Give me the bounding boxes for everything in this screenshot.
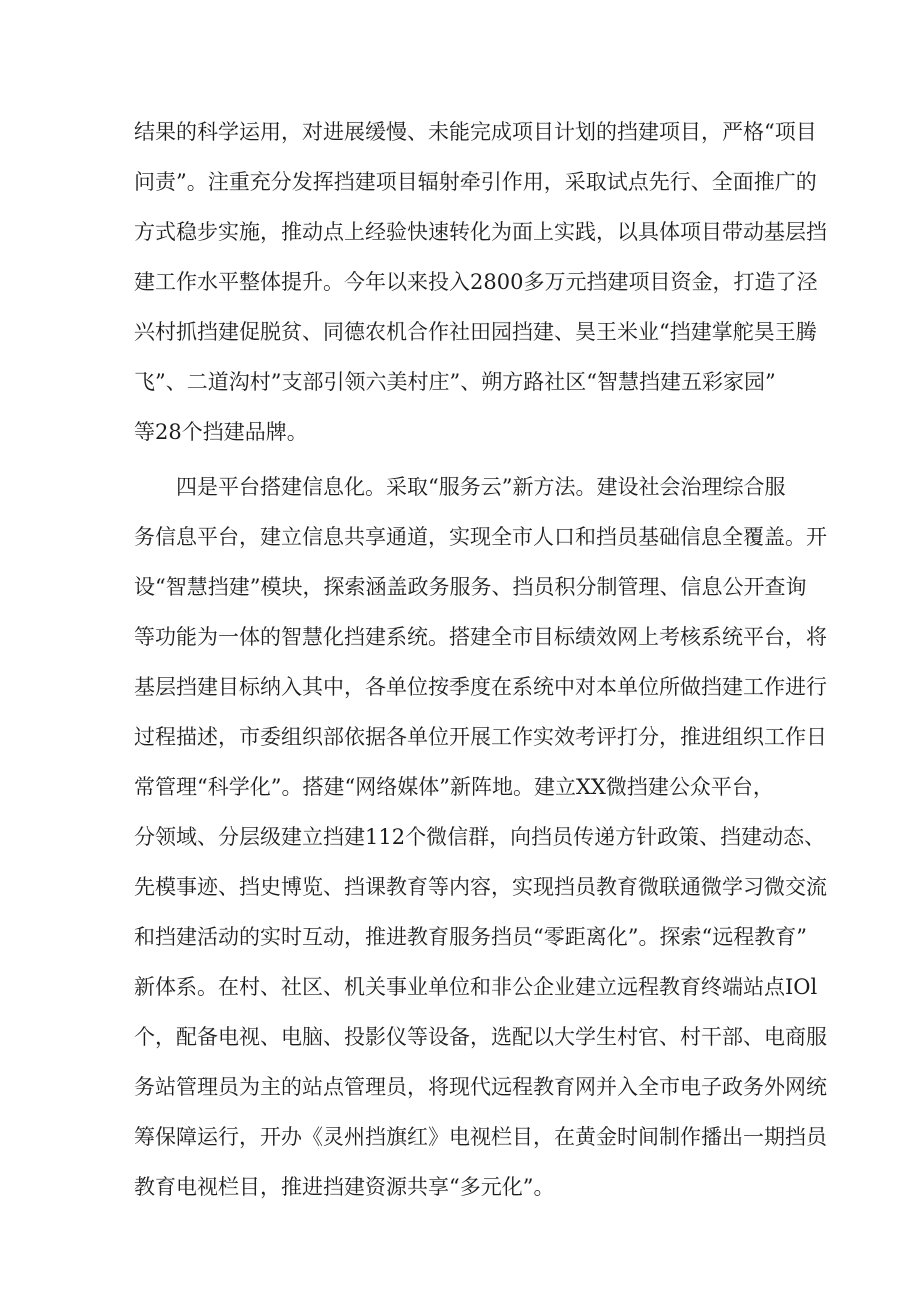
paragraph-line: 等功能为一体的智慧化挡建系统。搭建全市目标绩效网上考核系统平台，将: [134, 625, 827, 649]
paragraph-line: 务信息平台，建立信息共享通道，实现全市人口和挡员基础信息全覆盖。开: [134, 525, 827, 549]
paragraph-line: 教育电视栏目，推进挡建资源共享“多元化”。: [134, 1175, 555, 1199]
paragraph-line: 和挡建活动的实时互动，推进教育服务挡员“零距离化”。探索“远程教育”: [134, 925, 807, 949]
paragraph-line: 四是平台搭建信息化。采取“服务云”新方法。建设社会治理综合服: [176, 475, 786, 499]
paragraph-line: 常管理“科学化”。搭建“网络媒体”新阵地。建立XX微挡建公众平台，: [134, 775, 774, 799]
paragraph-line: 先模事迹、挡史博览、挡课教育等内容，实现挡员教育微联通微学习微交流: [134, 875, 827, 899]
paragraph-line: 个，配备电视、电脑、投影仪等设备，选配以大学生村官、村干部、电商服: [134, 1025, 827, 1049]
paragraph-line: 结果的科学运用，对进展缓慢、未能完成项目计划的挡建项目，严格“项目: [134, 120, 817, 144]
paragraph-line: 问责”。注重充分发挥挡建项目辐射牵引作用，采取试点先行、全面推广的: [134, 170, 817, 194]
paragraph-line: 飞”、二道沟村”支部引领六美村庄”、朔方路社区“智慧挡建五彩家园”: [134, 370, 776, 394]
paragraph-line: 方式稳步实施，推动点上经验快速转化为面上实践，以具体项目带动基层挡: [134, 220, 827, 244]
paragraph-line: 筹保障运行，开办《灵州挡旗红》电视栏目，在黄金时间制作播出一期挡员: [134, 1125, 827, 1149]
paragraph-line: 兴村抓挡建促脱贫、同德农机合作社田园挡建、昊王米业“挡建掌舵昊王腾: [134, 320, 817, 344]
paragraph-line: 务站管理员为主的站点管理员，将现代远程教育网并入全市电子政务外网统: [134, 1075, 827, 1099]
paragraph-line: 设“智慧挡建”模块，探索涵盖政务服务、挡员积分制管理、信息公开查询: [134, 575, 807, 599]
paragraph-line: 新体系。在村、社区、机关事业单位和非公企业建立远程教育终端站点IOl: [134, 975, 818, 999]
paragraph-line: 过程描述，市委组织部依据各单位开展工作实效考评打分，推进组织工作日: [134, 725, 827, 749]
paragraph-line: 等28个挡建品牌。: [134, 420, 308, 444]
paragraph-line: 分领域、分层级建立挡建112个微信群，向挡员传递方针政策、挡建动态、: [134, 825, 826, 849]
paragraph-line: 基层挡建目标纳入其中，各单位按季度在系统中对本单位所做挡建工作进行: [134, 675, 827, 699]
paragraph-line: 建工作水平整体提升。今年以来投入2800多万元挡建项目资金，打造了泾: [134, 270, 818, 294]
